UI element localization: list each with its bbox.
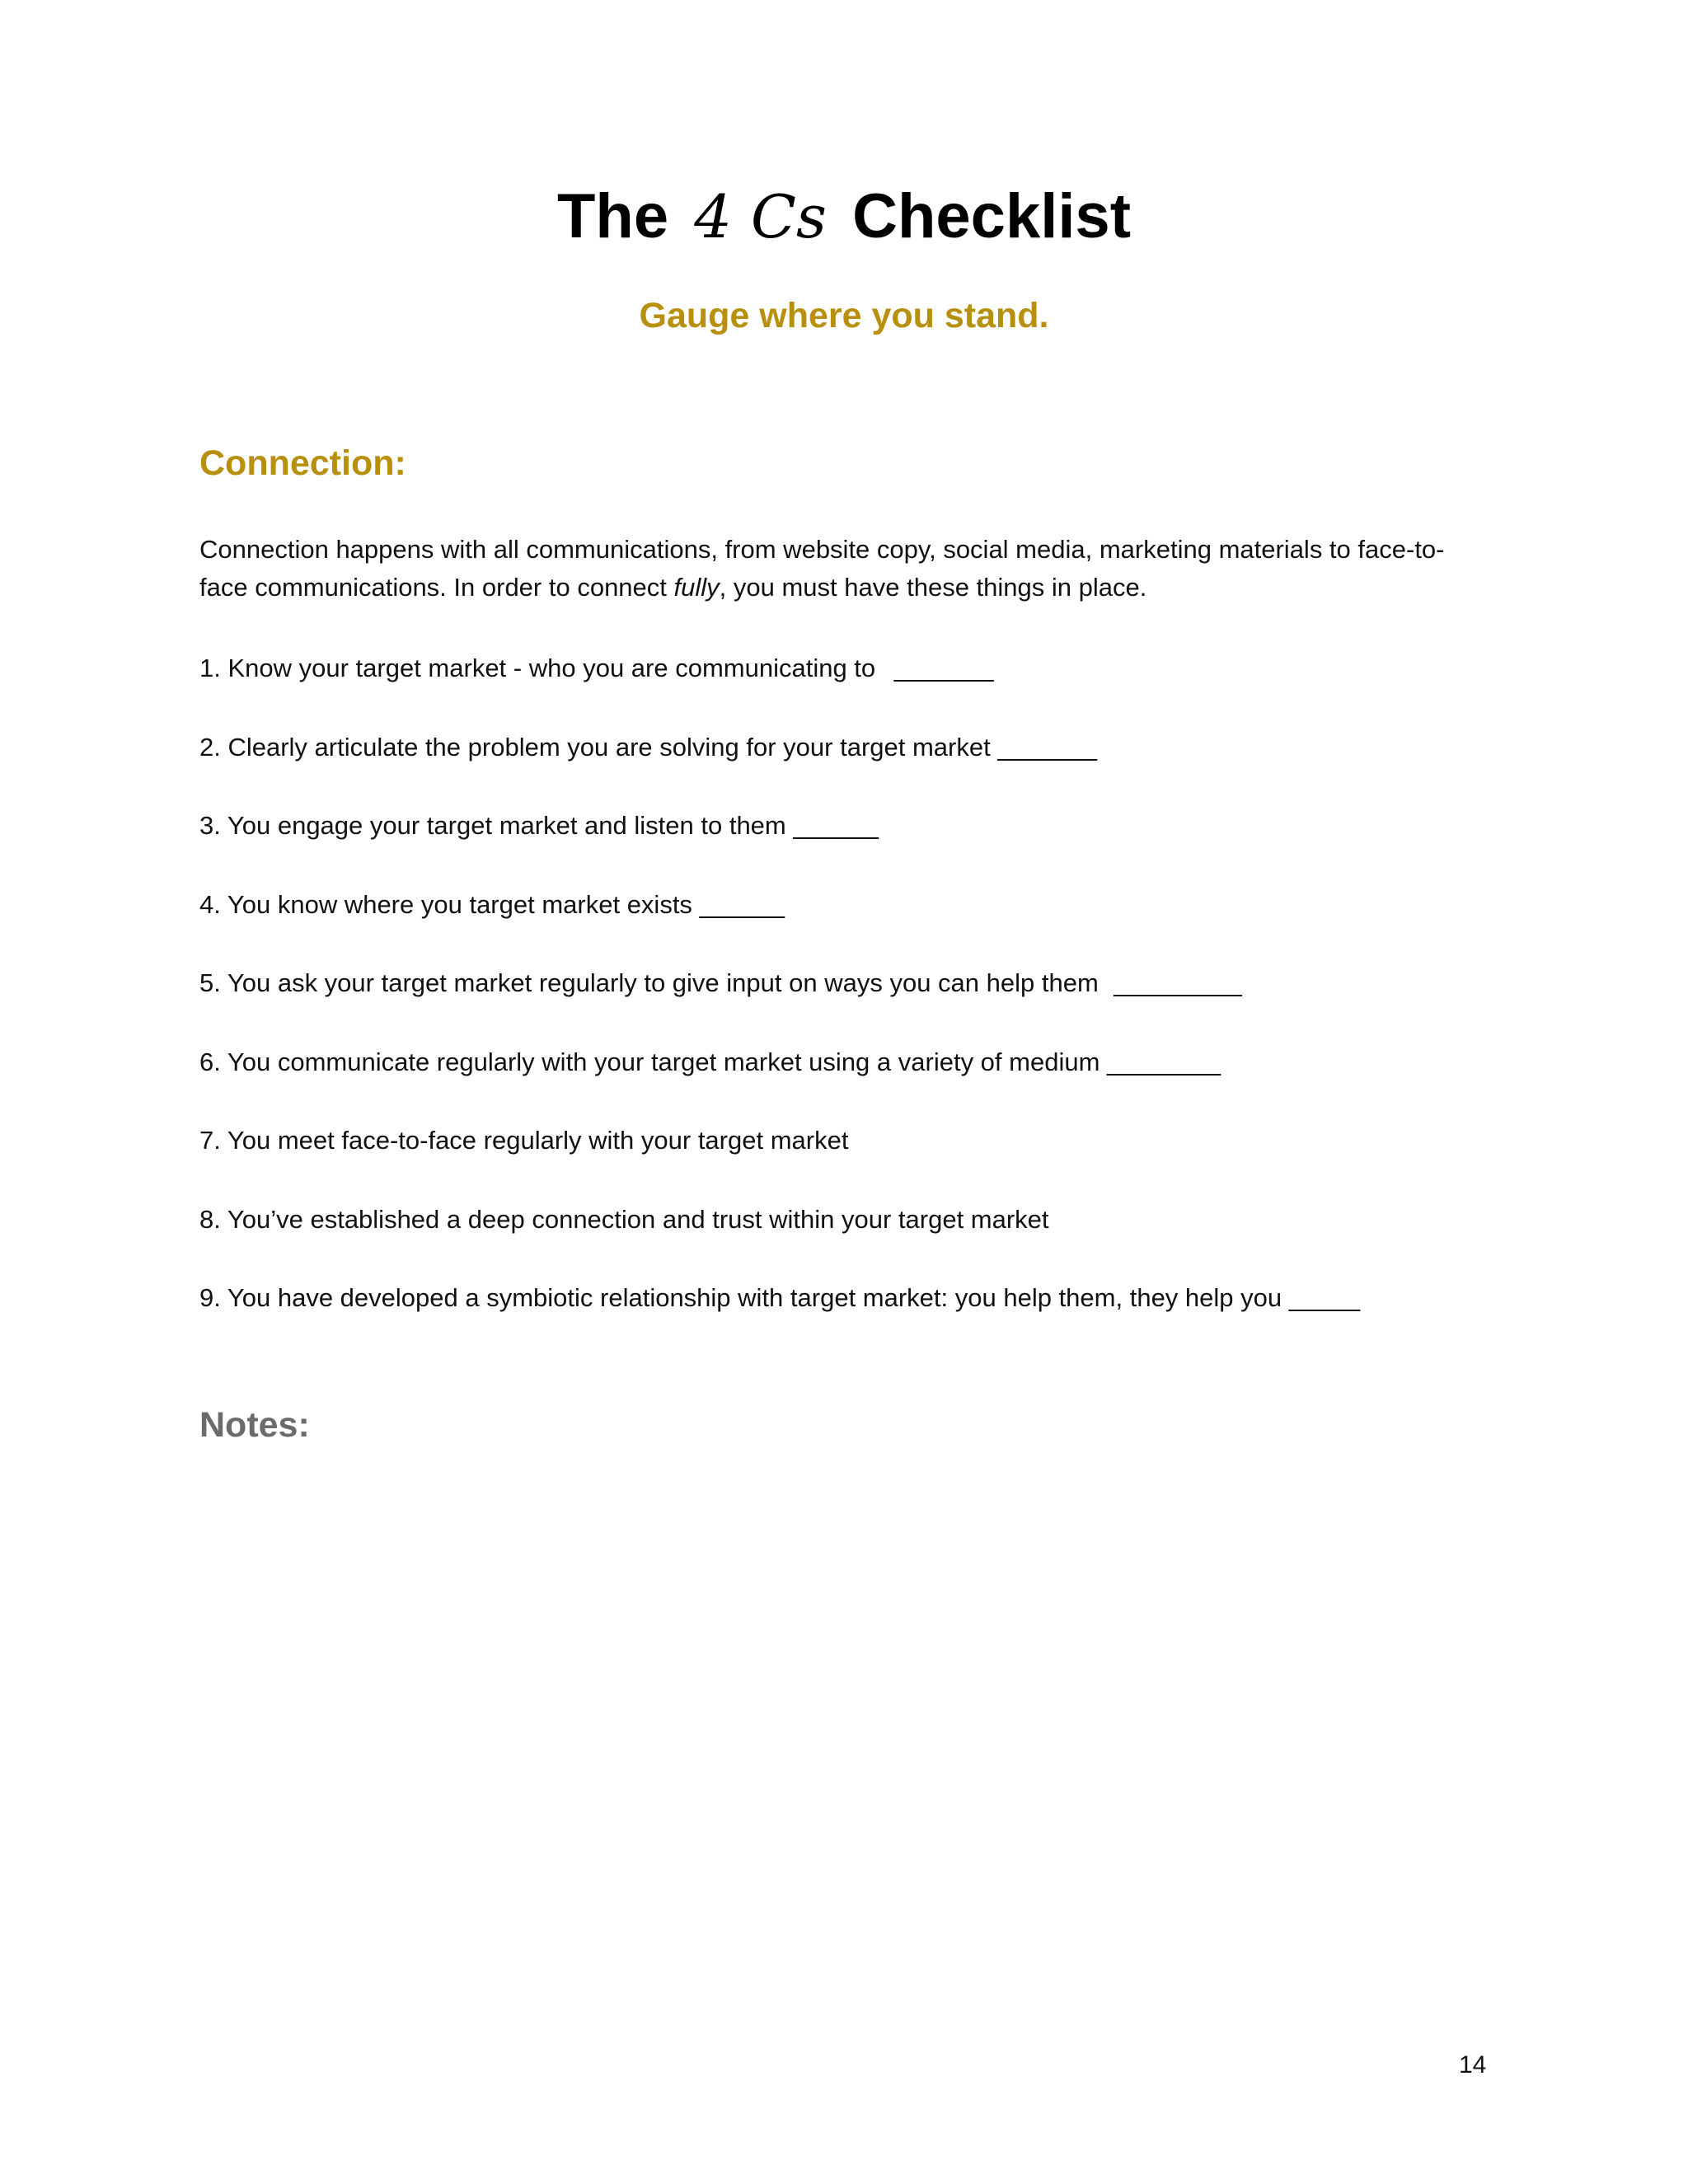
- checklist-item: [199, 649, 1485, 729]
- page-number: 14: [1459, 2051, 1487, 2079]
- checklist-item-text: 4. You know where you target market exists: [199, 889, 692, 919]
- checklist-item-text: 5. You ask your target market regularly to give input on ways you can help them: [199, 968, 1099, 997]
- page-title: [0, 180, 1688, 254]
- answer-blank: ______: [699, 889, 785, 919]
- checklist-item: [199, 886, 1485, 965]
- title-script: 4 Cs: [694, 182, 827, 251]
- connection-heading: Connection:: [199, 443, 406, 483]
- checklist-item: [199, 964, 1485, 1043]
- checklist-item-text: 2. Clearly articulate the problem you are solving for your target market: [199, 732, 991, 762]
- checklist-item-text: 3. You engage your target market and listen to them: [199, 811, 786, 840]
- checklist: [199, 649, 1485, 1358]
- checklist-item: [199, 1279, 1485, 1358]
- intro-emphasis: fully: [673, 573, 720, 602]
- checklist-item: [199, 1043, 1485, 1122]
- intro-text-end: , you must have these things in place.: [719, 573, 1147, 602]
- title-suffix: Checklist: [852, 181, 1132, 251]
- title-prefix: The: [556, 181, 669, 251]
- answer-blank: ________: [1107, 1047, 1221, 1076]
- answer-blank: ______: [793, 811, 879, 840]
- checklist-item: [199, 1201, 1485, 1280]
- checklist-item-text: 7. You meet face-to-face regularly with your target market: [199, 1126, 849, 1155]
- notes-heading: Notes:: [199, 1405, 310, 1445]
- checklist-item-text: 6. You communicate regularly with your target market using a variety of medium: [199, 1047, 1100, 1076]
- checklist-item-text: 1. Know your target market - who you are communicating to: [199, 654, 876, 682]
- intro-text-start: Connection happens with all communications, from website copy, social media, marketing materials to face-to-face communications. In order to connect: [199, 535, 1445, 602]
- answer-blank: _______: [893, 654, 994, 682]
- checklist-item: [199, 1122, 1485, 1201]
- page-subtitle: Gauge where you stand.: [639, 296, 1049, 335]
- answer-blank: _______: [997, 732, 1098, 762]
- checklist-item: [199, 729, 1485, 808]
- checklist-item: [199, 807, 1485, 886]
- answer-blank: _________: [1114, 968, 1242, 997]
- checklist-item-text: 8. You’ve established a deep connection and trust within your target market: [199, 1204, 1049, 1234]
- answer-blank: _____: [1288, 1283, 1360, 1312]
- connection-intro: [199, 531, 1469, 607]
- checklist-item-text: 9. You have developed a symbiotic relationship with target market: you help them, they help you: [199, 1283, 1282, 1312]
